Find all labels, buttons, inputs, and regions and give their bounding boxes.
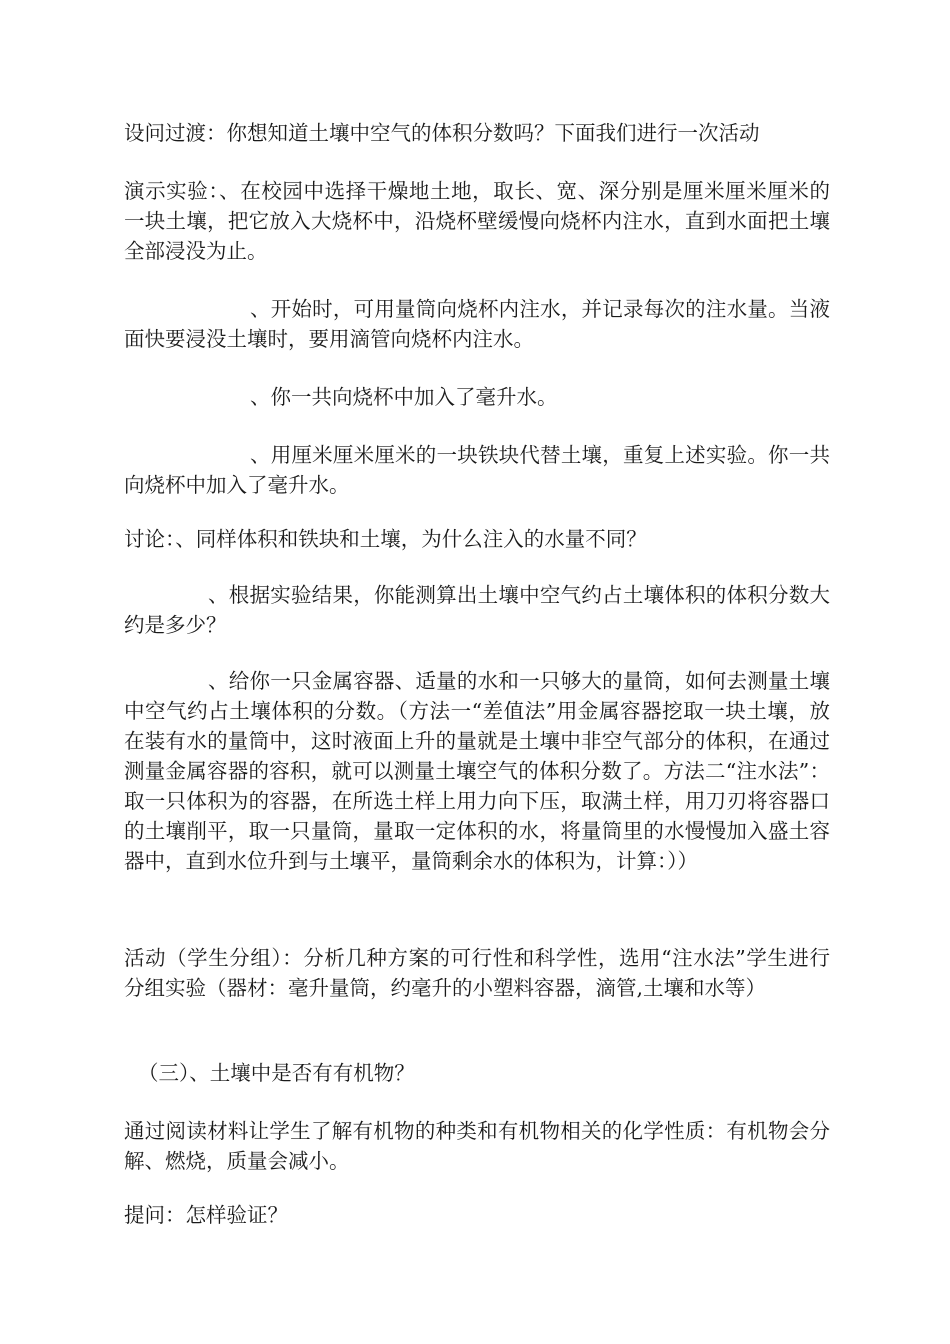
paragraph-step-iron-block: 、用厘米厘米厘米的一块铁块代替土壤，重复上述实验。你一共向烧杯中加入了毫升水。 <box>124 443 830 497</box>
paragraph-question-verify: 提问：怎样验证？ <box>124 1203 288 1227</box>
paragraph-step-start: 、开始时，可用量筒向烧杯内注水，并记录每次的注水量。当液面快要浸没土壤时，要用滴管向烧杯内注水。 <box>124 297 830 351</box>
paragraph-group-activity: 活动（学生分组）：分析几种方案的可行性和科学性，选用“注水法”学生进行分组实验（器材：毫升量筒，约毫升的小塑料容器，滴管,土壤和水等） <box>124 946 830 1000</box>
paragraph-step-water-added: 、你一共向烧杯中加入了毫升水。 <box>250 385 558 409</box>
paragraph-transition-question: 设问过渡：你想知道土壤中空气的体积分数吗？下面我们进行一次活动 <box>124 121 760 145</box>
paragraph-discussion: 讨论：、同样体积和铁块和土壤，为什么注入的水量不同？ <box>124 527 647 551</box>
paragraph-discussion-2: 、根据实验结果，你能测算出土壤中空气约占土壤体积的体积分数大约是多少？ <box>124 583 830 637</box>
paragraph-discussion-3-methods: 、给你一只金属容器、适量的水和一只够大的量筒，如何去测量土壤中空气约占土壤体积的分数。（方法一“差值法”用金属容器挖取一块土壤，放在装有水的量筒中，这时液面上升的量就是土壤中非空气部分的体积，在通过测量金属容器的容积，就可以测量土壤空气的体积分数了。方法二“注水法”：取一只体积为的容器，在所选土样上用力向下压，取满土样，用刀刃将容器口的土壤削平，取一只量筒，量取一定体积的水，将量筒里的水慢慢加入盛土容器中，直到水位升到与土壤平，量筒剩余水的体积为，计算：）） <box>124 669 830 873</box>
section-heading-organic-matter: （三）、土壤中是否有有机物？ <box>138 1061 415 1085</box>
paragraph-demo-experiment: 演示实验：、在校园中选择干燥地土地，取长、宽、深分别是厘米厘米厘米的一块土壤，把它放入大烧杯中，沿烧杯壁缓慢向烧杯内注水，直到水面把土壤全部浸没为止。 <box>124 179 830 263</box>
paragraph-reading-material: 通过阅读材料让学生了解有机物的种类和有机物相关的化学性质：有机物会分解、燃烧，质量会减小。 <box>124 1119 830 1173</box>
